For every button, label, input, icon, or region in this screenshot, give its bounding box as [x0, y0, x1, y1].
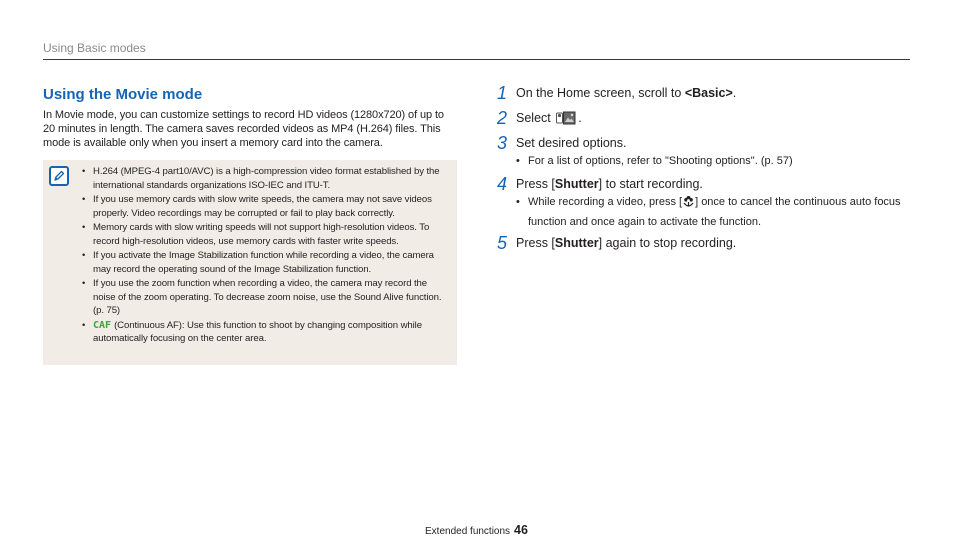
note-item: • If you use memory cards with slow write speeds, the camera may not save videos properly. Video recordings may be corrupted or fail to play back correctly.	[93, 193, 451, 220]
step-number: 3	[497, 133, 508, 153]
note-list	[93, 165, 451, 347]
note-item: • Memory cards with slow writing speeds will not support high-resolution videos. To record high-resolution videos, use memory cards with faster write speeds.	[93, 221, 451, 248]
step-text: On the Home screen, scroll to <Basic>.	[516, 86, 737, 100]
step-text: Press [Shutter] to start recording.	[516, 177, 703, 191]
step-text: Set desired options.	[516, 136, 627, 150]
macro-flower-icon	[683, 195, 694, 213]
intro-paragraph: In Movie mode, you can customize settings to record HD videos (1280x720) of up to 20 minutes in length. The camera saves recorded videos as MP4 (H.264) files. This mode is available only when you insert a memory card into the camera.	[43, 109, 444, 149]
header-divider	[43, 59, 910, 60]
caf-note-text: (Continuous AF): Use this function to shoot by changing composition while automatically focusing on the center area.	[93, 319, 422, 345]
section-title: Using the Movie mode	[43, 86, 203, 103]
movie-mode-icon	[556, 111, 576, 128]
pencil-note-icon	[49, 166, 69, 186]
note-item: • If you use the zoom function when recording a video, the camera may record the noise of the zoom operating. To decrease zoom noise, use the Sound Alive function. (p. 75)	[93, 277, 451, 318]
step-number: 4	[497, 174, 508, 194]
step-number: 2	[497, 108, 508, 128]
caf-badge-icon: CAF	[93, 319, 112, 331]
step-text: Select .	[516, 111, 582, 128]
page-number: 46	[514, 523, 528, 537]
footer-section-label: Extended functions	[425, 526, 511, 537]
note-item: • If you activate the Image Stabilization function while recording a video, the camera may record the operating sound of the Image Stabilization function.	[93, 249, 451, 276]
note-item: • H.264 (MPEG-4 part10/AVC) is a high-compression video format established by the international standards organizations ISO-IEC and ITU-T.	[93, 165, 451, 192]
note-box	[43, 160, 457, 365]
header-section-label: Using Basic modes	[43, 41, 146, 55]
step-number: 1	[497, 83, 508, 103]
step-sub-note: • While recording a video, press [ ] once to cancel the continuous auto focus function and once again to activate the function.	[516, 196, 901, 228]
note-item-caf	[93, 319, 451, 346]
step-sub-note: • For a list of options, refer to "Shooting options". (p. 57)	[516, 155, 793, 167]
step-text: Press [Shutter] again to stop recording.	[516, 236, 737, 250]
step-number: 5	[497, 233, 508, 253]
